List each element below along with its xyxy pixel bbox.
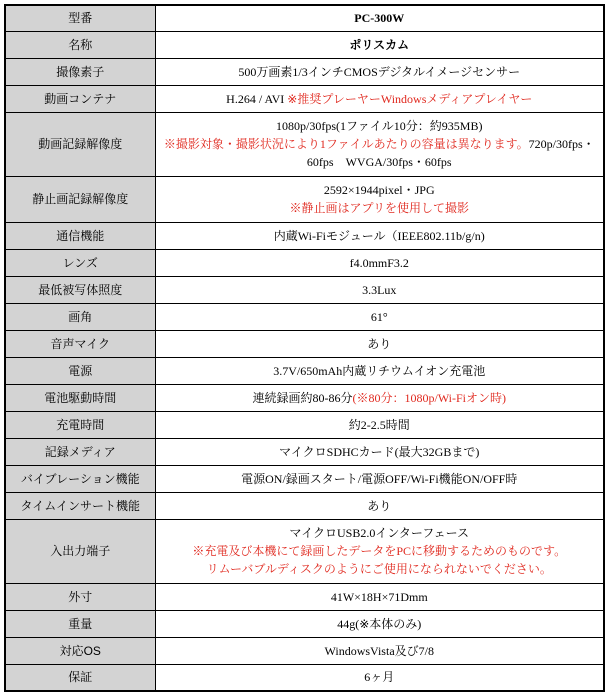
spec-label: 動画コンテナ — [5, 85, 155, 112]
spec-table — [4, 4, 605, 692]
spec-value: WindowsVista及び7/8 — [155, 637, 604, 664]
spec-label: タイムインサート機能 — [5, 492, 155, 519]
spec-row-dimensions — [5, 583, 604, 610]
spec-row-charge-time — [5, 411, 604, 438]
spec-row-sensor — [5, 58, 604, 85]
spec-label: 音声マイク — [5, 330, 155, 357]
spec-value-text: 連続録画約80-86分 — [252, 390, 353, 405]
spec-label: 入出力端子 — [5, 519, 155, 583]
spec-note: リムーバブルディスクのようにご使用になられないでください。 — [206, 562, 552, 576]
spec-value: あり — [155, 492, 604, 519]
spec-label: 最低被写体照度 — [5, 276, 155, 303]
spec-label: 画角 — [5, 303, 155, 330]
spec-value — [155, 384, 604, 411]
spec-value — [155, 519, 604, 583]
spec-value: あり — [155, 330, 604, 357]
spec-label: 充電時間 — [5, 411, 155, 438]
spec-value-line: 60fps WVGA/30fps・60fps — [306, 155, 452, 169]
spec-value: 61° — [155, 303, 604, 330]
spec-label: 通信機能 — [5, 222, 155, 249]
spec-value: 6ヶ月 — [155, 664, 604, 691]
spec-row-model — [5, 5, 604, 31]
spec-value: 500万画素1/3インチCMOSデジタルイメージセンサー — [155, 58, 604, 85]
spec-value: 内蔵Wi-Fiモジュール（IEEE802.11b/g/n) — [155, 222, 604, 249]
spec-label: 名称 — [5, 31, 155, 58]
spec-value: 電源ON/録画スタート/電源OFF/Wi-Fi機能ON/OFF時 — [155, 465, 604, 492]
spec-label: 対応OS — [5, 637, 155, 664]
spec-value — [155, 85, 604, 112]
spec-row-os — [5, 637, 604, 664]
spec-value: 44g(※本体のみ) — [155, 610, 604, 637]
spec-value-line: 720p/30fps・ — [528, 137, 595, 151]
spec-label: 重量 — [5, 610, 155, 637]
spec-value: PC-300W — [155, 5, 604, 31]
spec-row-name — [5, 31, 604, 58]
spec-label: 保証 — [5, 664, 155, 691]
spec-value-line: 1080p/30fps(1ファイル10分：約935MB) — [276, 119, 483, 133]
spec-value-line: マイクロUSB2.0インターフェース — [289, 526, 470, 540]
spec-value: 3.7V/650mAh内蔵リチウムイオン充電池 — [155, 357, 604, 384]
spec-row-lens — [5, 249, 604, 276]
spec-note: (※80分：1080p/Wi-Fiオン時) — [352, 390, 506, 405]
spec-row-communication — [5, 222, 604, 249]
spec-row-vibration — [5, 465, 604, 492]
spec-row-min-illumination — [5, 276, 604, 303]
spec-label: バイブレーション機能 — [5, 465, 155, 492]
spec-value: ポリスカム — [155, 31, 604, 58]
spec-row-video-resolution — [5, 112, 604, 176]
spec-row-power — [5, 357, 604, 384]
spec-value: 3.3Lux — [155, 276, 604, 303]
spec-label: レンズ — [5, 249, 155, 276]
spec-row-media — [5, 438, 604, 465]
spec-row-weight — [5, 610, 604, 637]
spec-label: 動画記録解像度 — [5, 112, 155, 176]
spec-row-angle — [5, 303, 604, 330]
spec-note: ※静止画はアプリを使用して撮影 — [289, 201, 470, 215]
spec-label: 型番 — [5, 5, 155, 31]
spec-label: 静止画記録解像度 — [5, 176, 155, 222]
spec-value: マイクロSDHCカード(最大32GBまで) — [155, 438, 604, 465]
spec-label: 撮像素子 — [5, 58, 155, 85]
spec-value: f4.0mmF3.2 — [155, 249, 604, 276]
spec-value — [155, 176, 604, 222]
spec-row-time-insert — [5, 492, 604, 519]
spec-label: 外寸 — [5, 583, 155, 610]
spec-label: 記録メディア — [5, 438, 155, 465]
spec-note: ※推奨プレーヤーWindowsメディアプレイヤー — [287, 91, 533, 106]
spec-value-text: H.264 / AVI — [226, 91, 285, 106]
spec-row-video-container — [5, 85, 604, 112]
spec-label: 電池駆動時間 — [5, 384, 155, 411]
spec-value — [155, 112, 604, 176]
spec-row-battery-life — [5, 384, 604, 411]
spec-note: ※撮影対象・撮影状況により1ファイルあたりの容量は異なります。 — [163, 137, 529, 151]
spec-row-still-resolution — [5, 176, 604, 222]
spec-row-warranty — [5, 664, 604, 691]
spec-row-microphone — [5, 330, 604, 357]
spec-row-io-port — [5, 519, 604, 583]
spec-value: 約2-2.5時間 — [155, 411, 604, 438]
spec-value-line: 2592×1944pixel・JPG — [323, 183, 435, 197]
spec-note: ※充電及び本機にて録画したデータをPCに移動するためのものです。 — [192, 544, 567, 558]
spec-label: 電源 — [5, 357, 155, 384]
spec-value: 41W×18H×71Dmm — [155, 583, 604, 610]
